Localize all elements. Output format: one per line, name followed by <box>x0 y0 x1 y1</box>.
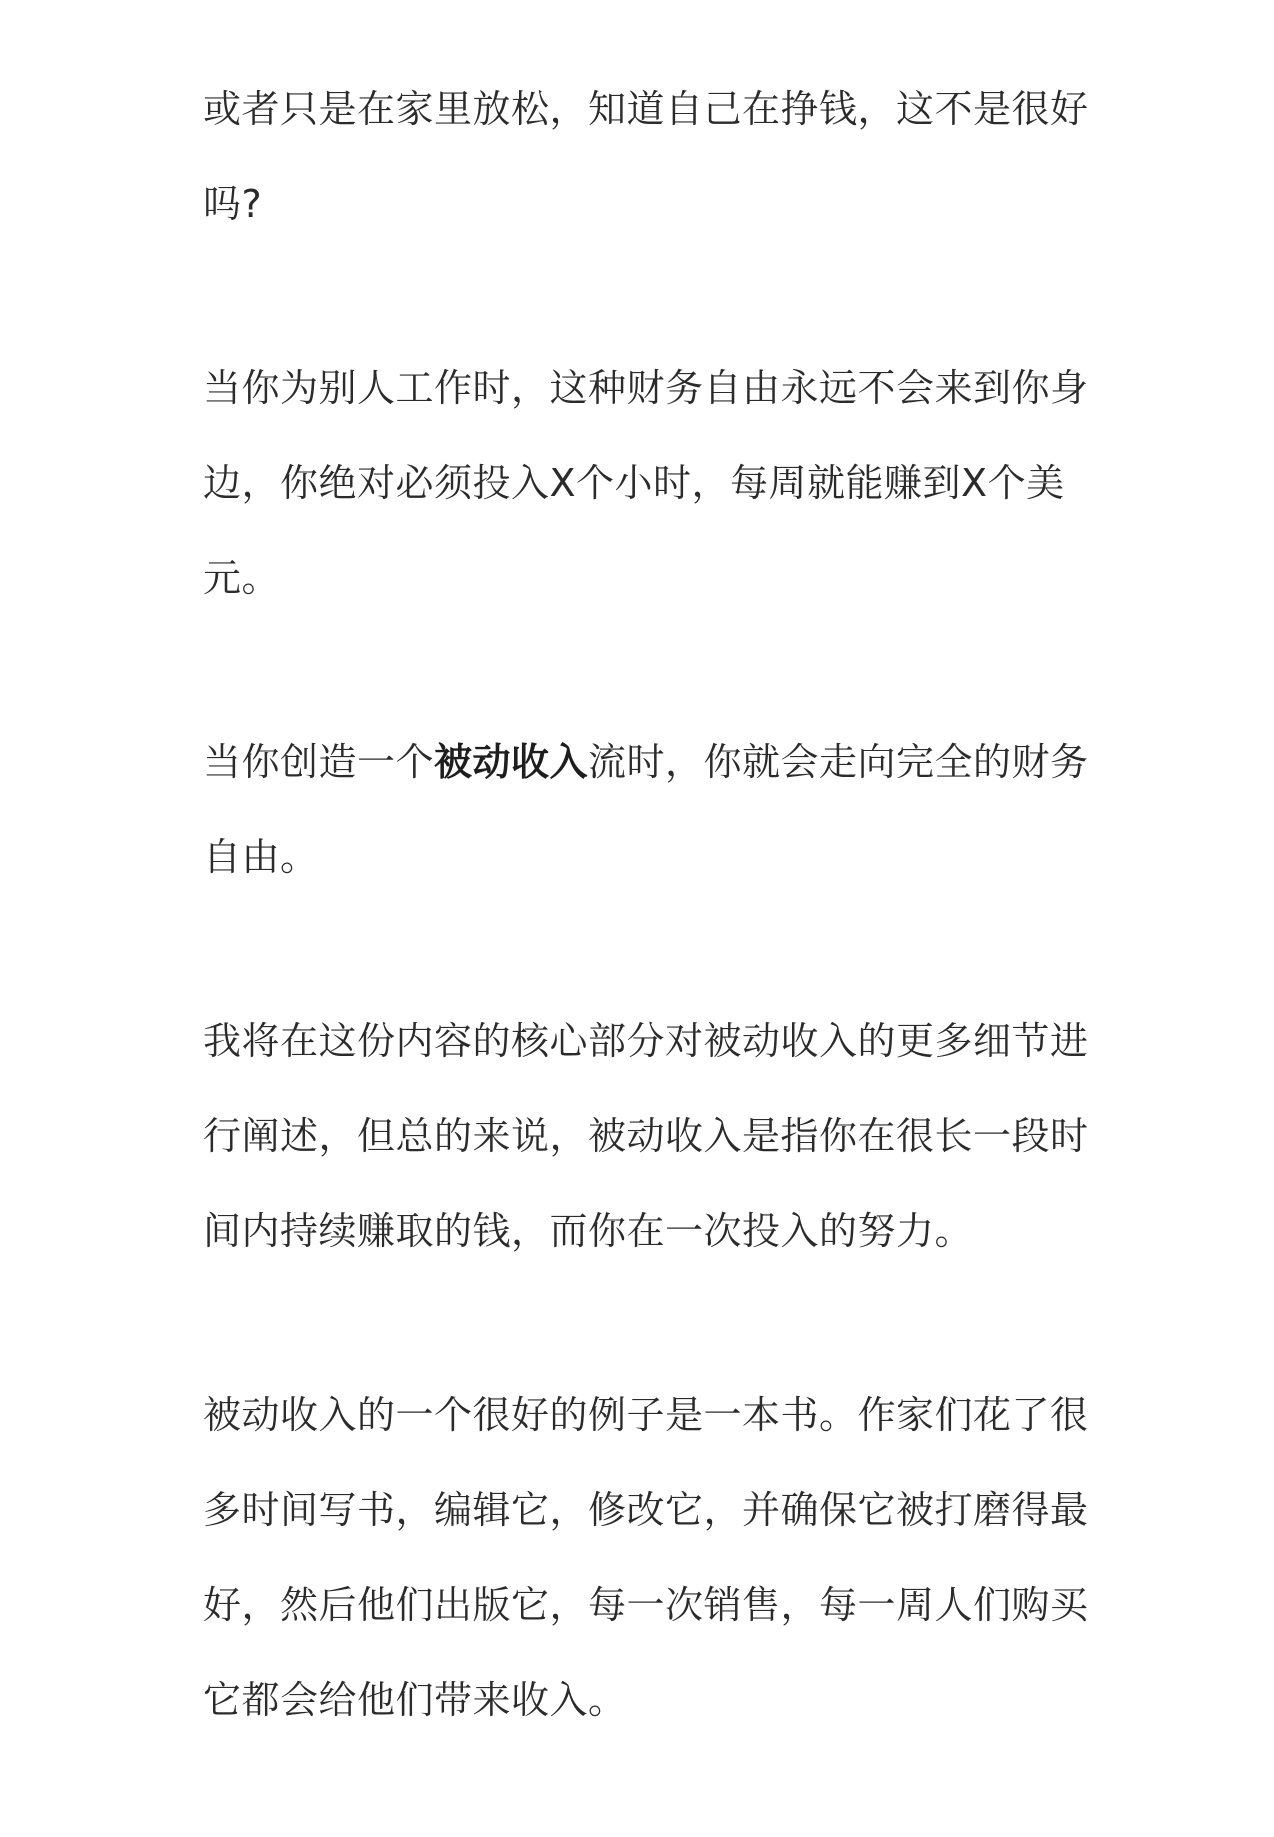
text-line: 被动收入的一个很好的例子是一本书。作家们花了很 <box>203 1393 1089 1437</box>
text-segment: 当你创造一个 <box>203 740 435 784</box>
paragraph-2 <box>203 341 1089 626</box>
text-line <box>203 715 1089 810</box>
text-line: 好，然后他们出版它，每一次销售，每一周人们购买 <box>203 1583 1089 1627</box>
paragraph-5 <box>203 1368 1089 1748</box>
text-line: 自由。 <box>203 835 319 879</box>
paragraph-3 <box>203 715 1089 905</box>
text-line: 它都会给他们带来收入。 <box>203 1678 627 1722</box>
text-line: 当你为别人工作时，这种财务自由永远不会来到你身 <box>203 366 1089 410</box>
article-body <box>203 62 1089 1837</box>
text-line: 行阐述，但总的来说，被动收入是指你在很长一段时 <box>203 1114 1089 1158</box>
text-line: 我将在这份内容的核心部分对被动收入的更多细节进 <box>203 1019 1089 1063</box>
text-line: 元。 <box>203 556 281 600</box>
text-line: 间内持续赚取的钱，而你在一次投入的努力。 <box>203 1209 974 1253</box>
paragraph-4 <box>203 994 1089 1279</box>
paragraph-1 <box>203 62 1089 252</box>
text-line: 边，你绝对必须投入X个小时，每周就能赚到X个美 <box>203 461 1065 505</box>
text-segment: 流时，你就会走向完全的财务 <box>588 740 1089 784</box>
bold-keyword: 被动收入 <box>434 740 589 784</box>
text-line: 多时间写书，编辑它，修改它，并确保它被打磨得最 <box>203 1488 1089 1532</box>
text-line: 或者只是在家里放松，知道自己在挣钱，这不是很好 <box>203 87 1089 131</box>
text-line: 吗? <box>203 182 263 226</box>
